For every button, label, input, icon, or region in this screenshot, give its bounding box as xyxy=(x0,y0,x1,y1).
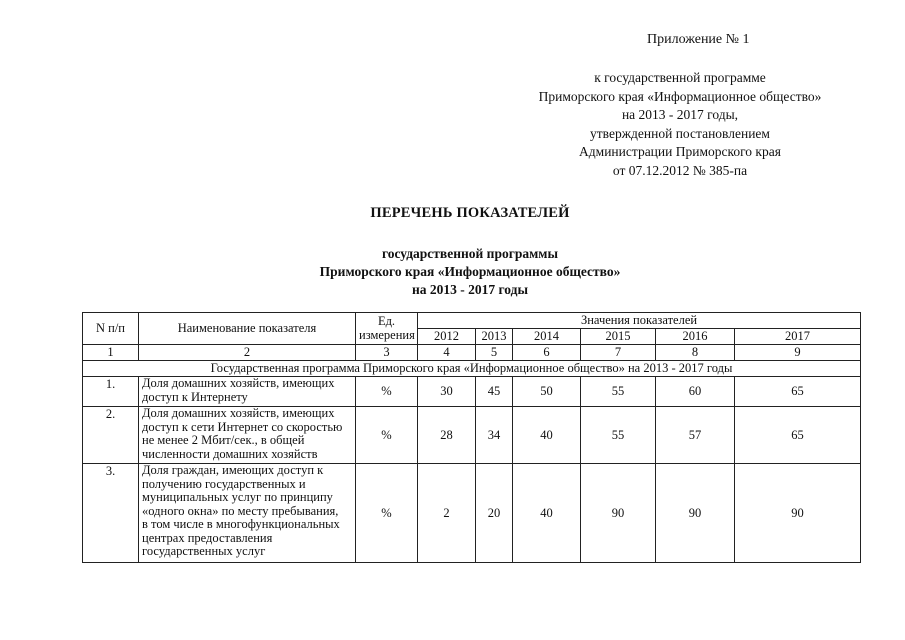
table-row xyxy=(83,464,861,563)
row-value: 50 xyxy=(513,377,581,407)
appendix-line: утвержденной постановлением xyxy=(590,125,770,141)
header-name: Наименование показателя xyxy=(139,313,356,345)
index-cell: 6 xyxy=(513,345,581,361)
row-value: 55 xyxy=(581,407,656,464)
indicators-table xyxy=(82,312,861,563)
row-name-line: Доля домашних хозяйств, имеющих xyxy=(142,376,335,390)
index-cell: 3 xyxy=(356,345,418,361)
subtitle-line: Приморского края «Информационное общество» xyxy=(319,264,621,279)
header-year: 2017 xyxy=(735,329,861,345)
appendix-line: Приморского края «Информационное общество» xyxy=(538,88,822,104)
index-cell: 9 xyxy=(735,345,861,361)
row-name-line: Доля домашних хозяйств, имеющих xyxy=(142,406,335,420)
document-subtitle xyxy=(170,245,770,299)
row-value: 40 xyxy=(513,407,581,464)
row-num: 1. xyxy=(83,377,139,407)
table-index-row xyxy=(83,345,861,361)
table-row xyxy=(83,407,861,464)
index-cell: 1 xyxy=(83,345,139,361)
row-value: 28 xyxy=(418,407,476,464)
row-value: 55 xyxy=(581,377,656,407)
appendix-title: Приложение № 1 xyxy=(647,32,750,47)
appendix-line: Администрации Приморского края xyxy=(579,144,781,159)
index-cell: 5 xyxy=(476,345,513,361)
row-name-line: доступ к сети Интернет со скоростью xyxy=(142,419,343,434)
row-value: 34 xyxy=(476,407,513,464)
row-unit: % xyxy=(356,377,418,407)
row-value: 30 xyxy=(418,377,476,407)
row-value: 60 xyxy=(656,377,735,407)
table-row xyxy=(83,377,861,407)
row-name-line: муниципальных услуг по принципу xyxy=(142,490,333,504)
appendix-line: на 2013 - 2017 годы, xyxy=(621,107,739,122)
appendix-line: от 07.12.2012 № 385-па xyxy=(612,162,748,178)
header-values: Значения показателей xyxy=(418,313,861,329)
row-name-line: государственных услуг xyxy=(142,544,266,558)
row-value: 65 xyxy=(735,407,861,464)
row-value: 40 xyxy=(513,464,581,563)
row-value: 90 xyxy=(656,464,735,563)
document-title: ПЕРЕЧЕНЬ ПОКАЗАТЕЛЕЙ xyxy=(370,205,570,221)
row-unit: % xyxy=(356,407,418,464)
row-name-line: доступ к Интернету xyxy=(142,389,248,404)
row-name-line: в том числе в многофункциональных xyxy=(142,517,340,531)
row-name-line: «одного окна» по месту пребывания, xyxy=(142,503,339,518)
row-name xyxy=(139,407,356,464)
document-heading xyxy=(170,205,770,299)
appendix-lines xyxy=(520,69,840,180)
row-name-line: численности домашних хозяйств xyxy=(142,446,318,461)
row-num: 2. xyxy=(83,407,139,464)
header-year: 2013 xyxy=(476,329,513,345)
row-value: 45 xyxy=(476,377,513,407)
header-year: 2014 xyxy=(513,329,581,345)
header-year: 2012 xyxy=(418,329,476,345)
row-name xyxy=(139,464,356,563)
header-unit-line: Ед. xyxy=(377,314,396,328)
appendix-line: к государственной программе xyxy=(594,70,766,85)
index-cell: 4 xyxy=(418,345,476,361)
index-cell: 2 xyxy=(139,345,356,361)
row-value: 20 xyxy=(476,464,513,563)
header-year: 2015 xyxy=(581,329,656,345)
row-value: 2 xyxy=(418,464,476,563)
row-unit: % xyxy=(356,464,418,563)
header-unit-line: измерения xyxy=(359,327,415,342)
header-num: N п/п xyxy=(83,313,139,345)
row-value: 65 xyxy=(735,377,861,407)
row-value: 90 xyxy=(581,464,656,563)
row-num: 3. xyxy=(83,464,139,563)
index-cell: 8 xyxy=(656,345,735,361)
row-name-line: получению государственных и xyxy=(142,476,306,491)
row-name-line: Доля граждан, имеющих доступ к xyxy=(142,463,324,477)
row-name-line: не менее 2 Мбит/сек., в общей xyxy=(142,433,305,447)
row-name xyxy=(139,377,356,407)
row-name-line: центрах предоставления xyxy=(142,530,273,545)
header-year: 2016 xyxy=(656,329,735,345)
row-value: 90 xyxy=(735,464,861,563)
subtitle-line: на 2013 - 2017 годы xyxy=(411,282,529,297)
header-unit xyxy=(356,313,418,345)
row-value: 57 xyxy=(656,407,735,464)
index-cell: 7 xyxy=(581,345,656,361)
table-header-row xyxy=(83,313,861,329)
subtitle-line: государственной программы xyxy=(381,246,559,261)
section-title: Государственная программа Приморского края «Информационное общество» на 2013 - 2017 годы xyxy=(83,361,861,377)
table-section-row xyxy=(83,361,861,377)
